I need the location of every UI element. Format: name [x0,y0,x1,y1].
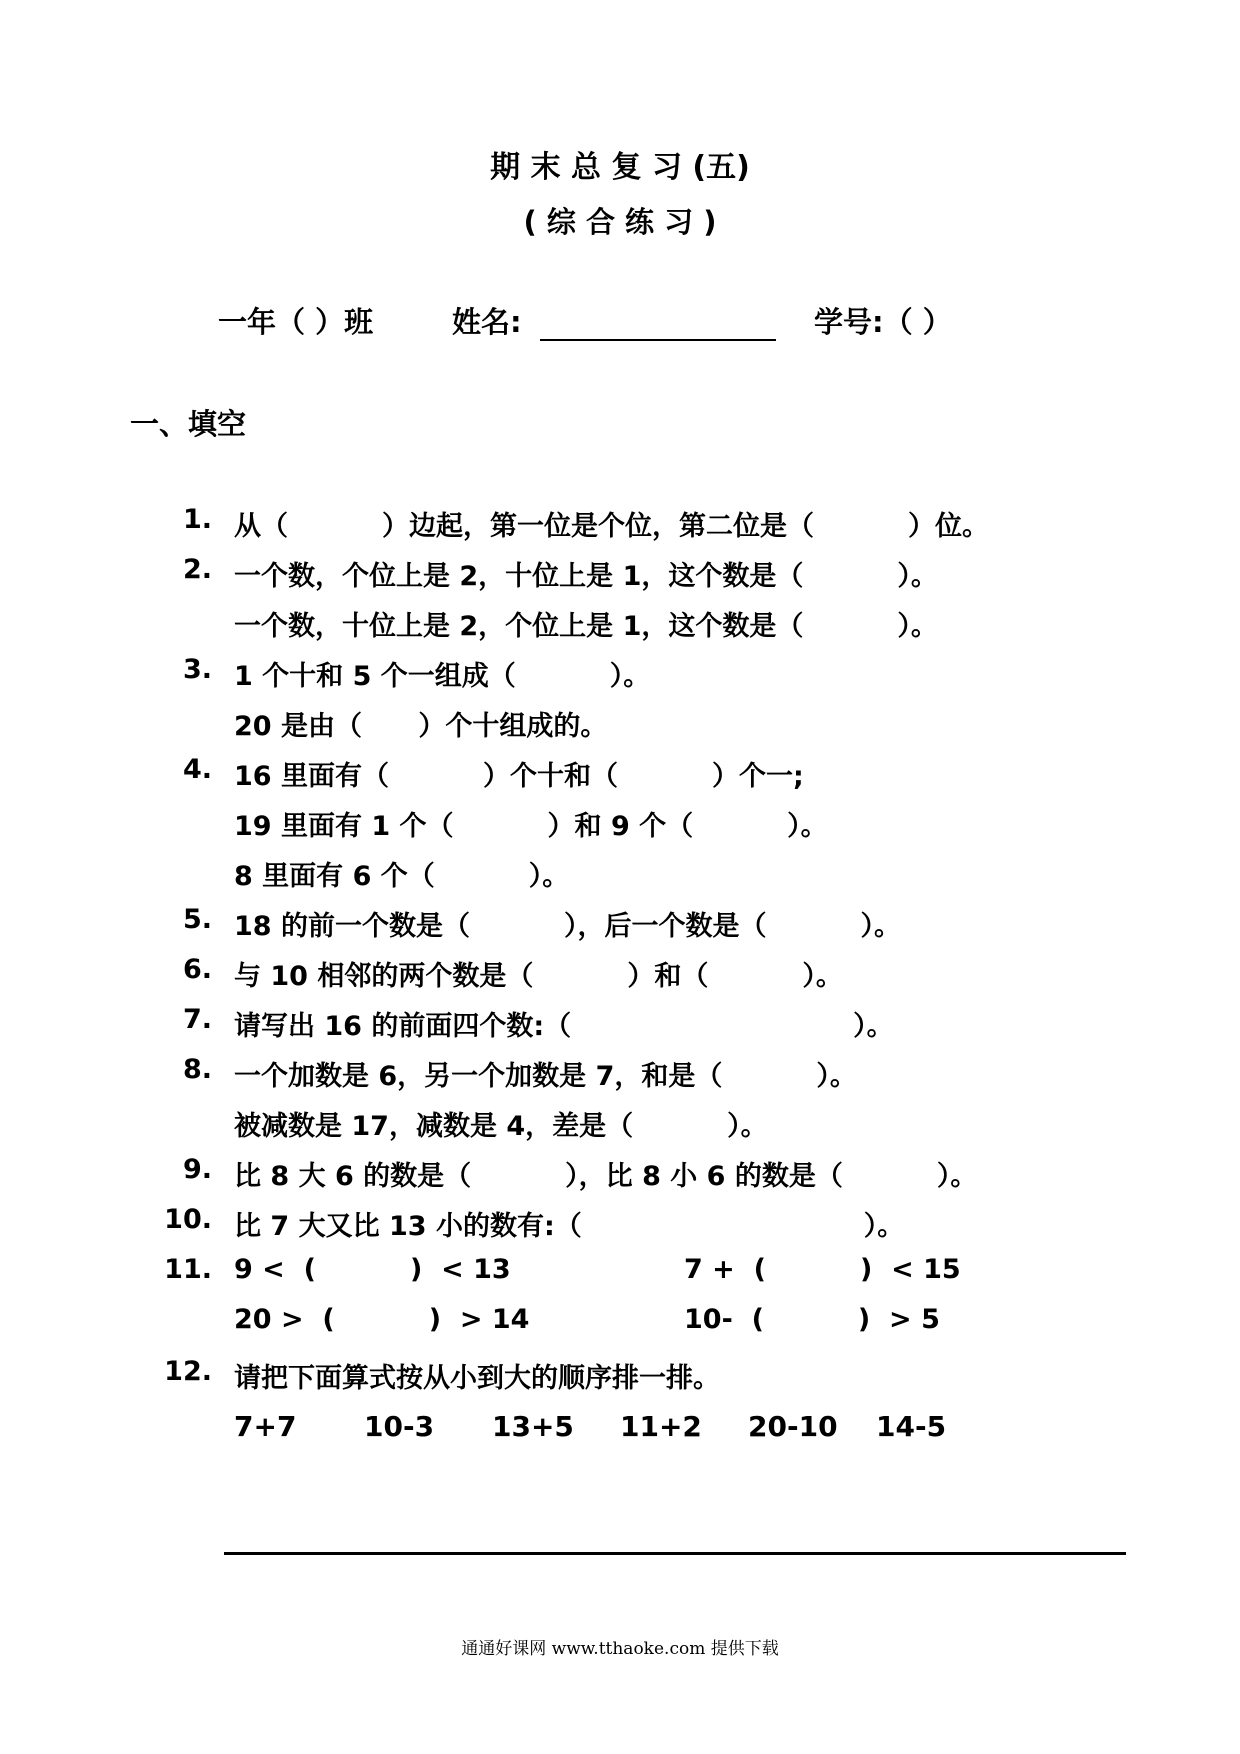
question-number: 9. [182,1154,212,1185]
inequality-a: 9 < ( ) < 13 [234,1254,511,1285]
page-title: 期 末 总 复 习 (五) [490,150,750,185]
question-text: 一个数，个位上是 2，十位上是 1，这个数是（ ）。 [234,561,938,592]
question-text: 1 个十和 5 个一组成（ ）。 [234,661,651,692]
expression-item: 10-3 [364,1410,435,1443]
question-number: 8. [182,1054,212,1085]
expression-item: 13+5 [492,1410,574,1443]
expression-item: 20-10 [748,1410,838,1443]
student-number-label: 学号:（ ） [814,305,952,339]
name-blank-line[interactable] [540,339,776,341]
question-text: 18 的前一个数是（ ），后一个数是（ ）。 [234,911,901,942]
question-text: 请写出 16 的前面四个数:（ ）。 [234,1011,894,1042]
question-number: 10. [164,1204,212,1235]
name-label: 姓名: [452,305,522,339]
question-text: 16 里面有（ ）个十和（ ）个一; [234,761,804,792]
question-text: 从（ ）边起，第一位是个位，第二位是（ ）位。 [234,511,989,542]
question-text: 19 里面有 1 个（ ）和 9 个（ ）。 [234,811,828,842]
page-subtitle: ( 综 合 练 习 ) [523,205,717,239]
expression-item: 11+2 [620,1410,702,1443]
question-text: 20 是由（ ）个十组成的。 [234,711,608,742]
question-number: 3. [182,654,212,685]
section-title-fill-in: 一、填空 [130,407,247,441]
inequality-d: 10- ( ) > 5 [684,1304,940,1335]
expression-item: 14-5 [876,1410,947,1443]
question-number: 2. [182,554,212,585]
footer-credit: 通通好课网 www.tthaoke.com 提供下载 [461,1639,779,1659]
question-text: 比 7 大又比 13 小的数有:（ ）。 [234,1211,905,1242]
question-text: 比 8 大 6 的数是（ ），比 8 小 6 的数是（ ）。 [234,1161,978,1192]
expression-item: 7+7 [234,1410,297,1443]
question-text: 与 10 相邻的两个数是（ ）和（ ）。 [234,961,843,992]
question-text: 8 里面有 6 个（ ）。 [234,861,570,892]
class-label: 一年（ ）班 [218,305,374,339]
question-text: 请把下面算式按从小到大的顺序排一排。 [234,1363,720,1394]
question-number: 11. [164,1254,212,1285]
question-number: 5. [182,904,212,935]
answer-line[interactable] [224,1552,1126,1555]
question-number: 12. [164,1356,212,1387]
inequality-c: 20 > ( ) > 14 [234,1304,530,1335]
question-number: 7. [182,1004,212,1035]
question-text: 一个加数是 6，另一个加数是 7，和是（ ）。 [234,1061,857,1092]
question-number: 6. [182,954,212,985]
inequality-b: 7 + ( ) < 15 [684,1254,961,1285]
question-number: 1. [182,504,212,535]
question-text: 一个数，十位上是 2，个位上是 1，这个数是（ ）。 [234,611,938,642]
question-number: 4. [182,754,212,785]
question-text: 被减数是 17，减数是 4，差是（ ）。 [234,1111,768,1142]
